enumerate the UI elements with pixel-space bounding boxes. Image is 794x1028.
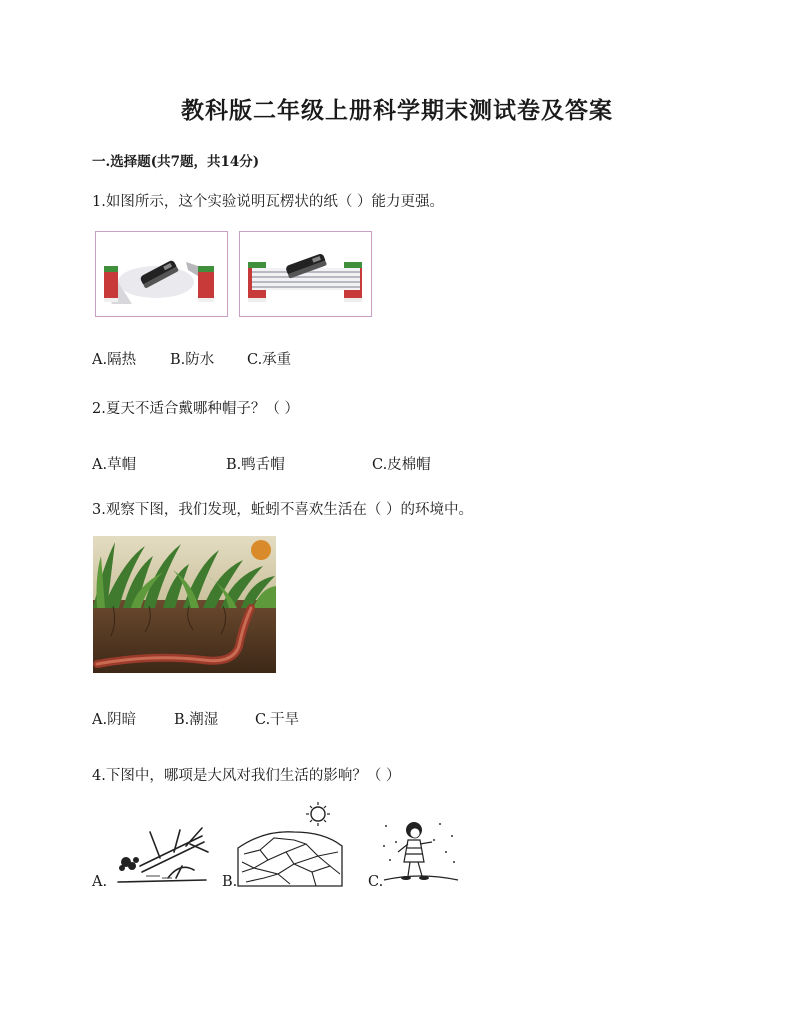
q1-option-a: A.隔热 xyxy=(92,352,137,368)
q4-option-b: B. xyxy=(222,874,238,890)
q1-image-flat-paper xyxy=(95,231,228,317)
section-heading: 一.选择题(共7题，共14分) xyxy=(92,154,260,170)
question-4-text: 4.下图中，哪项是大风对我们生活的影响？（ ） xyxy=(92,768,401,784)
q4-option-a: A. xyxy=(92,874,108,890)
q1-image-corrugated-paper xyxy=(239,231,372,317)
q4-image-girl-in-snow xyxy=(380,816,460,886)
q2-option-a: A.草帽 xyxy=(92,457,137,473)
q3-option-a: A.阴暗 xyxy=(92,712,137,728)
q3-image-earthworm-in-soil xyxy=(93,536,276,673)
q4-image-fallen-tree xyxy=(110,822,210,886)
q1-option-b: B.防水 xyxy=(170,352,215,368)
question-2-text: 2.夏天不适合戴哪种帽子？（ ） xyxy=(92,401,299,417)
q4-image-cracked-dry-land xyxy=(234,802,344,888)
question-3-text: 3.观察下图，我们发现，蚯蚓不喜欢生活在（ ）的环境中。 xyxy=(92,502,473,518)
page-title: 教科版二年级上册科学期末测试卷及答案 xyxy=(181,97,613,124)
question-1-text: 1.如图所示，这个实验说明瓦楞状的纸（ ）能力更强。 xyxy=(92,194,444,210)
q3-option-b: B.潮湿 xyxy=(174,712,219,728)
q3-option-c: C.干旱 xyxy=(255,712,300,728)
q2-option-b: B.鸭舌帽 xyxy=(226,457,285,473)
q4-option-c: C. xyxy=(368,874,384,890)
q2-option-c: C.皮棉帽 xyxy=(372,457,431,473)
q1-option-c: C.承重 xyxy=(247,352,292,368)
